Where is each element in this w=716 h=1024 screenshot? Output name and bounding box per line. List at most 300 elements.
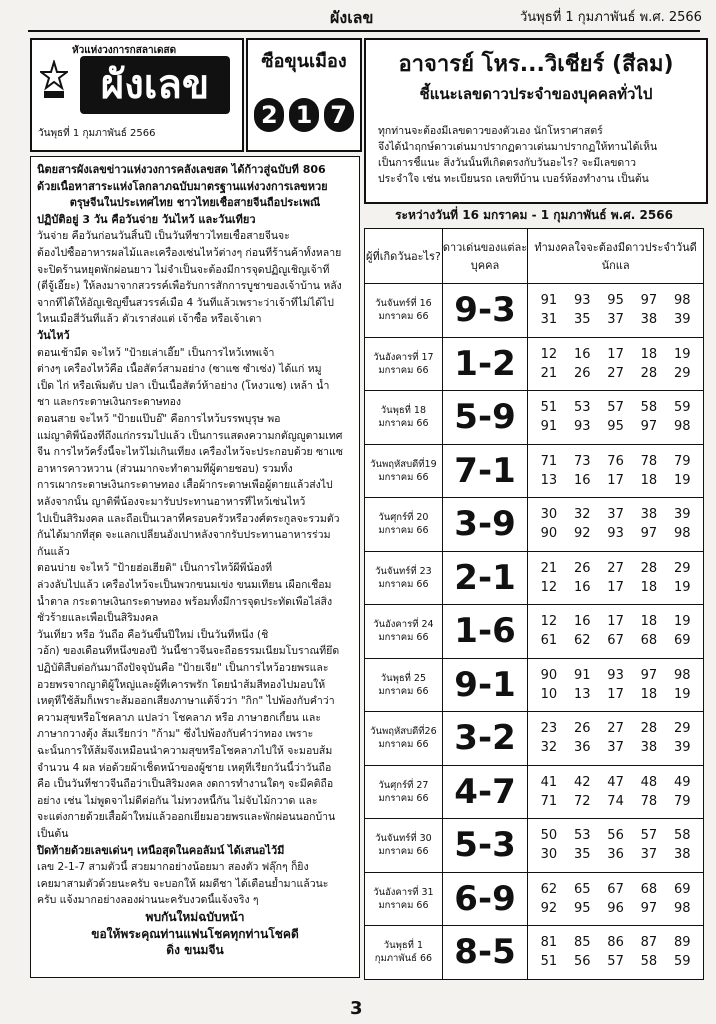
lucky-number: 39 <box>673 740 691 756</box>
lucky-number: 16 <box>573 614 591 630</box>
article-line: อวยพรจากญาติผู้ใหญ่และผู้ที่เคารพรัก โดยนำส้มสีทองไปมอบให้ <box>37 678 326 691</box>
lucky-number: 42 <box>573 774 591 790</box>
lucky-number: 38 <box>673 847 691 863</box>
lucky-number: 92 <box>540 900 558 916</box>
lucky-numbers-row <box>528 880 703 899</box>
lucky-number: 78 <box>640 453 658 469</box>
lucky-number: 93 <box>607 667 624 683</box>
table-row <box>365 284 704 338</box>
lucky-numbers-row <box>528 310 703 329</box>
lucky-number: 91 <box>540 293 558 309</box>
lucky-numbers-row <box>528 845 703 864</box>
lucky-numbers-row <box>528 417 703 436</box>
astrologer-desc-line: จึงได้นำฤกษ์ดาวเด่นมาปรากฏดาวเด่นมาปรากฏให้ทานได้เห็น <box>378 141 658 153</box>
astrologer-box <box>364 38 708 204</box>
lucky-number: 16 <box>573 346 591 362</box>
birth-day-cell <box>365 605 443 659</box>
article-body <box>30 156 360 978</box>
birth-month: มกราคม 66 <box>378 525 429 537</box>
lucky-numbers-row <box>528 631 703 650</box>
article-line: ขอให้พระคุณท่านแฟนโชคทุกท่านโชคดี <box>91 926 299 941</box>
badge-digits <box>252 98 356 140</box>
magazine-logo <box>30 38 244 152</box>
birth-month: มกราคม 66 <box>378 311 429 323</box>
lucky-number: 65 <box>573 881 591 897</box>
article-line: ตอนบ่าย จะไหว้ "ป้ายฮ่อเฮียติ" เป็นการไหว้ผีพี่น้องที่ <box>37 562 273 575</box>
lucky-number: 87 <box>640 935 658 951</box>
birth-day-cell <box>365 337 443 391</box>
badge-title: ซือขุนเมือง <box>261 51 347 72</box>
lucky-number: 57 <box>607 954 624 970</box>
lucky-number: 32 <box>573 507 591 523</box>
lucky-number: 67 <box>607 881 624 897</box>
table-row <box>365 498 704 552</box>
article-line: ตอนสาย จะไหว้ "ป้ายแป๊บอ๊" คือการไหว้บรรพบุรุษ พอ <box>37 413 281 425</box>
lucky-number: 69 <box>673 633 691 649</box>
birth-day-cell <box>365 872 443 926</box>
lucky-number: 30 <box>540 507 558 523</box>
lucky-number: 16 <box>573 472 591 488</box>
lucky-number: 53 <box>573 400 591 416</box>
astrologer-title: อาจารย์ โหร...วิเชียร์ (สีลม) <box>398 52 674 77</box>
lucky-number: 28 <box>640 365 658 381</box>
birth-month: มกราคม 66 <box>378 899 429 911</box>
article-line: จะแต่งกายด้วยเสื้อผ้าใหม่แล้วออกเยี่ยมอวยพรและพักผ่อนนอกบ้าน <box>37 811 336 824</box>
lucky-number: 26 <box>573 365 591 381</box>
article-line: ดิ่ง ขนมจีน <box>166 943 224 958</box>
article-line: ไหนเมื่อสี่วันที่แล้ว ตัวเราส่งแต่ เจ้าซื้อ หรือเจ้าเตา <box>37 313 262 326</box>
lucky-number: 19 <box>673 579 691 595</box>
lucky-numbers-cell <box>528 926 704 980</box>
article-line: เป็นต้น <box>37 828 69 840</box>
table-row <box>365 337 704 391</box>
lucky-number: 19 <box>673 686 691 702</box>
birth-month: มกราคม 66 <box>378 578 429 590</box>
lucky-number: 30 <box>540 847 558 863</box>
lucky-number: 78 <box>640 793 658 809</box>
lucky-number: 86 <box>607 935 624 951</box>
lucky-numbers-row <box>528 578 703 597</box>
table-row <box>365 551 704 605</box>
birth-day-cell <box>365 819 443 873</box>
lucky-number: 38 <box>640 507 658 523</box>
star-pair: 9-1 <box>442 658 527 712</box>
lucky-number: 90 <box>540 526 558 542</box>
star-pair: 4-7 <box>442 765 527 819</box>
lucky-number: 31 <box>540 312 558 328</box>
lucky-numbers-row <box>528 719 703 738</box>
birth-day-cell <box>365 498 443 552</box>
badge-digit: 1 <box>289 98 319 132</box>
article-line: อาหารคาวหวาน (ส่วนมากจะทำตามที่ผู้ตายชอบ) รวมทั้ง <box>37 462 293 475</box>
birth-day: วันศุกร์ที่ 20 <box>378 512 429 524</box>
birth-day: วันอังคารที่ 31 <box>373 886 434 898</box>
lucky-number: 69 <box>673 881 691 897</box>
lucky-numbers-cell <box>528 765 704 819</box>
lucky-number: 12 <box>540 346 558 362</box>
star-pair: 5-9 <box>442 391 527 445</box>
article-line: ฉะนั้นการให้ส้มจึงเหมือนนำความสุขหรือโชคลาภไปให้ จะมอบส้ม <box>37 745 333 757</box>
lucky-number: 27 <box>607 560 624 576</box>
lucky-number: 76 <box>607 453 624 469</box>
lucky-number: 27 <box>607 721 624 737</box>
header-date: วันพุธที่ 1 กุมภาพันธ์ พ.ศ. 2566 <box>520 10 702 25</box>
lucky-number: 23 <box>540 721 558 737</box>
lucky-number: 10 <box>540 686 558 702</box>
lucky-number: 17 <box>607 346 624 362</box>
lucky-numbers-cell <box>528 819 704 873</box>
star-pair: 3-9 <box>442 498 527 552</box>
birth-day-cell <box>365 658 443 712</box>
lucky-number: 56 <box>607 828 624 844</box>
star-pair: 5-3 <box>442 819 527 873</box>
lucky-number: 95 <box>573 900 591 916</box>
article-line: อย่าง เช่น ไม่พูดจาไม่ดีต่อกัน ไม่ทวงหนี้กัน ไม่จับไม้กวาด และ <box>37 794 318 807</box>
lucky-number: 21 <box>540 365 558 381</box>
article-line: เป็ด ไก่ หรือเพิ่มตับ ปลา เป็นเนื้อสัตว์ห้าอย่าง (โหงวแซ) เหล้า น้ำ <box>37 379 330 392</box>
page-number: 3 <box>350 998 363 1019</box>
birth-day: วันพุธที่ 1 <box>383 940 424 952</box>
lucky-number: 93 <box>607 526 624 542</box>
lucky-number: 59 <box>673 400 691 416</box>
table-row <box>365 926 704 980</box>
lucky-number: 29 <box>673 365 691 381</box>
table-row <box>365 765 704 819</box>
birth-day: วันจันทร์ที่ 30 <box>375 833 432 845</box>
lucky-numbers-cell <box>528 872 704 926</box>
lucky-number: 35 <box>573 312 591 328</box>
article-line: ตรุษจีนในประเทศไทย ชาวไทยเชื้อสายจีนถือประเพณี <box>69 196 321 210</box>
star-pair: 6-9 <box>442 872 527 926</box>
lucky-number: 37 <box>607 740 624 756</box>
lucky-number: 18 <box>640 579 658 595</box>
article-line: กันได้มากที่สุด จะแลกเปลี่ยนอั่งเปาหลังจากรับประทานอาหารร่วม <box>37 529 331 542</box>
birth-month: มกราคม 66 <box>378 364 429 376</box>
article-line: ความสุขหรือโชคลาภ แปลว่า โชคลาภ หรือ ภาษาฮกเกี้ยน และ <box>37 711 322 724</box>
article-line: จากที่ได้ให้อัญเชิญขึ้นสวรรค์เมื่อ 4 วันที่แล้วเพราะว่าเจ้าที่ไม่ได้ไป <box>37 296 334 309</box>
lucky-number: 18 <box>640 472 658 488</box>
lucky-number: 95 <box>607 419 624 435</box>
birth-day: วันอังคารที่ 24 <box>373 619 434 631</box>
lucky-number: 48 <box>640 774 658 790</box>
lucky-numbers-row <box>528 685 703 704</box>
birth-day-cell <box>365 551 443 605</box>
lucky-numbers-cell <box>528 337 704 391</box>
birth-day: วันพุธที่ 25 <box>380 672 427 684</box>
birth-month: มกราคม 66 <box>378 792 429 804</box>
lucky-number: 18 <box>640 686 658 702</box>
header-star: ดาวเด่นของแต่ละบุคคล <box>442 229 527 284</box>
article-line: เลข 2-1-7 สามตัวนี้ สวยมากอย่างน้อยมา สองตัว ฟลุ๊กๆ ก็ยิง <box>37 861 309 874</box>
lucky-number: 51 <box>540 400 558 416</box>
lucky-number: 58 <box>673 828 691 844</box>
birth-day: วันจันทร์ที่ 23 <box>375 565 432 577</box>
article-line: กันแล้ว <box>37 545 70 558</box>
lucky-numbers-cell <box>528 391 704 445</box>
date-range: ระหว่างวันที่ 16 มกราคม - 1 กุมภาพันธ์ พ.ศ. 2566 <box>395 208 673 222</box>
lucky-number: 98 <box>673 667 691 683</box>
lucky-number: 28 <box>640 721 658 737</box>
table-row <box>365 605 704 659</box>
lucky-number: 35 <box>573 847 591 863</box>
header-birthday: ผู้ที่เกิดวันอะไร? <box>365 229 443 284</box>
article-line: นิตยสารผังเลขข่าวแห่งวงการคลังเลขสด ได้ก้าวสู่ฉบับที่ 806 <box>37 163 326 176</box>
logo-name: ผังเลข <box>80 56 230 114</box>
lucky-number: 19 <box>673 346 691 362</box>
birth-day: วันศุกร์ที่ 27 <box>378 779 429 791</box>
lucky-numbers-cell <box>528 498 704 552</box>
lucky-number: 93 <box>573 293 591 309</box>
lucky-number: 32 <box>540 740 558 756</box>
article-line: (ตี่จู้เอี๊ยะ) ให้ลงมาจากสวรรค์เพื่อรับการสักการบูชาของเจ้าบ้าน หลัง <box>37 280 342 293</box>
article-line: หลังจากนั้น ญาติพี่น้องจะมารับประทานอาหารที่ไหว้เซ่นไหว้ <box>37 496 306 508</box>
lucky-number: 53 <box>573 828 591 844</box>
lucky-numbers-row <box>528 952 703 971</box>
lucky-number: 18 <box>640 346 658 362</box>
lucky-numbers-row <box>528 345 703 364</box>
article-line: ชั่วร้ายและเพื่อเป็นสิริมงคล <box>37 612 159 625</box>
star-pair: 2-1 <box>442 551 527 605</box>
lucky-number: 18 <box>640 614 658 630</box>
page-header <box>0 0 716 34</box>
lucky-number: 37 <box>607 507 624 523</box>
article-line: เหตุที่ใช้ส้มก็เพราะส้มออกเสียงภาษาแต้จิ๋วว่า "กิก" ไปพ้องกับคำว่า <box>37 695 335 708</box>
birth-day: วันจันทร์ที่ 16 <box>375 298 432 310</box>
article-line: ด้วยเนื้อหาสาระแห่งโลกลาภฉบับมาตรฐานแห่งวงการเลขหวย <box>37 179 328 193</box>
lucky-number: 29 <box>673 721 691 737</box>
lucky-numbers-row <box>528 826 703 845</box>
birth-day-cell <box>365 712 443 766</box>
birth-month: มกราคม 66 <box>378 471 429 483</box>
article-line: ปฏิบัติสืบต่อกันมาถึงปัจจุบันคือ "ป้ายเจีย" เป็นการไหว้อวยพรและ <box>37 662 329 674</box>
lucky-number: 89 <box>673 935 691 951</box>
lucky-number: 38 <box>640 312 658 328</box>
lucky-number: 98 <box>673 419 691 435</box>
article-line: คือ เป็นวันที่ชาวจีนถือว่าเป็นสิริมงคล งดการทำงานใดๆ จะมีคติถือ <box>37 778 334 791</box>
lucky-badge <box>246 38 362 152</box>
lucky-number: 97 <box>640 419 658 435</box>
lucky-number: 37 <box>640 847 658 863</box>
birth-day-cell <box>365 284 443 338</box>
article-line: น้ำตาล กระดาษเงินกระดาษทอง พร้อมทั้งมีการจุดประทัดเพื่อไล่สิ่ง <box>37 595 333 608</box>
lucky-number: 27 <box>607 365 624 381</box>
lucky-number: 90 <box>540 667 558 683</box>
lucky-number: 96 <box>607 900 624 916</box>
birth-day-cell <box>365 765 443 819</box>
lucky-number: 72 <box>573 793 591 809</box>
star-pair: 3-2 <box>442 712 527 766</box>
lucky-number: 68 <box>640 633 658 649</box>
table-row <box>365 658 704 712</box>
logo-date: วันพุธที่ 1 กุมภาพันธ์ 2566 <box>38 128 156 139</box>
birth-day: วันพุธที่ 18 <box>380 405 427 417</box>
article-line: ภาษากวางตุ้ง ส้มเรียกว่า "ก้าม" ซึ่งไปพ้องกับคำว่าทอง เพราะ <box>37 728 314 741</box>
star-pair: 1-6 <box>442 605 527 659</box>
lucky-numbers-row <box>528 524 703 543</box>
star-pair: 8-5 <box>442 926 527 980</box>
star-pair: 7-1 <box>442 444 527 498</box>
lucky-number: 98 <box>673 526 691 542</box>
lucky-number: 17 <box>607 472 624 488</box>
table-header-row <box>365 229 704 284</box>
lucky-numbers-row <box>528 612 703 631</box>
article-line: ปฏิบัติอยู่ 3 วัน คือวันจ่าย วันไหว้ และวันเที่ยว <box>37 212 256 226</box>
lucky-number: 97 <box>640 900 658 916</box>
lucky-numbers-row <box>528 899 703 918</box>
lucky-numbers-row <box>528 792 703 811</box>
lucky-number: 36 <box>573 740 591 756</box>
birth-day: วันอังคารที่ 17 <box>373 351 434 363</box>
birth-month: มกราคม 66 <box>378 685 429 697</box>
birth-day-cell <box>365 391 443 445</box>
lucky-number: 74 <box>607 793 624 809</box>
lucky-number: 97 <box>640 526 658 542</box>
lucky-numbers-row <box>528 471 703 490</box>
birth-day-cell <box>365 926 443 980</box>
birth-month: มกราคม 66 <box>378 632 429 644</box>
lucky-number: 56 <box>573 954 591 970</box>
astrologer-subtitle: ชี้แนะเลขดาวประจำของบุคคลทั่วไป <box>419 85 653 103</box>
lucky-number: 92 <box>573 526 591 542</box>
article-line: ชา และกระดาษเงินกระดาษทอง <box>37 396 181 409</box>
lucky-number: 47 <box>607 774 624 790</box>
lucky-number: 98 <box>673 293 691 309</box>
lucky-number: 73 <box>573 453 591 469</box>
lucky-number: 13 <box>573 686 591 702</box>
article-line: จำนวน 4 ผล ห่อด้วยผ้าเช็ดหน้าของผู้ชาย เหตุที่เรียกวันนี้ว่าวันถือ <box>37 761 332 774</box>
lucky-number: 62 <box>573 633 591 649</box>
lucky-number: 41 <box>540 774 558 790</box>
lucky-number: 37 <box>607 312 624 328</box>
lucky-number: 50 <box>540 828 558 844</box>
lucky-number: 17 <box>607 579 624 595</box>
lucky-number: 61 <box>540 633 558 649</box>
lucky-number: 59 <box>673 954 691 970</box>
lucky-numbers-row <box>528 505 703 524</box>
article-line: วันไหว้ <box>37 329 70 342</box>
lucky-numbers-cell <box>528 658 704 712</box>
article-line: วันเที่ยว หรือ วันถือ คือวันขึ้นปีใหม่ เป็นวันที่หนึ่ง (ชิ <box>37 628 269 641</box>
article-line: จีน การไหว้ครั้งนี้จะไหว้ไม่เกินเที่ยง เครื่องไหว้จะประกอบด้วย ซาแซ <box>37 446 343 459</box>
lucky-number: 57 <box>607 400 624 416</box>
birth-month: กุมภาพันธ์ 66 <box>374 953 433 965</box>
article-line: ปิดท้ายด้วยเลขเด่นๆ เหนือสุดในคอลัมน์ ได้เสนอไว้มี <box>37 843 285 857</box>
lucky-number: 19 <box>673 472 691 488</box>
lucky-number: 57 <box>640 828 658 844</box>
lucky-number: 85 <box>573 935 591 951</box>
logo-caption: หัวแห่งวงการกสลาเดสด <box>72 45 177 56</box>
star-number-table <box>364 228 704 980</box>
article-line: จะปิดร้านหยุดพักผ่อนยาว ไม่จำเป็นจะต้องมีการจุดปฏิญูเชิญเจ้าที่ <box>37 263 330 276</box>
lucky-number: 58 <box>640 954 658 970</box>
lucky-number: 13 <box>540 472 558 488</box>
article-line: ล่วงลับไปแล้ว เครื่องไหว้จะเป็นพวกขนมเข่ง ขนมเทียน เผือกเชื่อม <box>37 579 332 591</box>
lucky-numbers-cell <box>528 284 704 338</box>
header-brand: ผังเลข <box>330 8 374 27</box>
article-line: ไปเป็นสิริมงคล และถือเป็นเวลาที่ครอบครัวหรือวงศ์ตระกูลจะรวมตัว <box>37 512 340 525</box>
lucky-number: 97 <box>640 667 658 683</box>
lucky-number: 36 <box>607 847 624 863</box>
article-line: ต้องไปซื้ออาหารผลไม้และเครื่องเซ่นไหว้ต่างๆ ก่อนที่ร้านค้าทั้งหลาย <box>37 247 342 259</box>
lucky-numbers-cell <box>528 551 704 605</box>
article-line: แม่ญาติพี่น้องที่ถึงแก่กรรมไปแล้ว เป็นการแสดงความกตัญญูตามเทศ <box>37 429 343 442</box>
lucky-number: 28 <box>640 560 658 576</box>
table-row <box>365 872 704 926</box>
lucky-numbers-row <box>528 559 703 578</box>
lucky-numbers-row <box>528 933 703 952</box>
lucky-number: 79 <box>673 453 691 469</box>
article-line: ครับ แจ้งมากอย่างลองผ่านนะครับงวดนี้แจ้งจริง ๆ <box>37 894 259 907</box>
lucky-number: 17 <box>607 686 624 702</box>
lucky-number: 49 <box>673 774 691 790</box>
lucky-numbers-cell <box>528 444 704 498</box>
lucky-number: 67 <box>607 633 624 649</box>
article-line: การเผากระดาษเงินกระดาษทอง เสื้อผ้ากระดาษเพื่อผู้ตายแล้วส่งไป <box>37 479 333 492</box>
lucky-number: 71 <box>540 793 558 809</box>
birth-day-cell <box>365 444 443 498</box>
lucky-numbers-cell <box>528 605 704 659</box>
lucky-number: 26 <box>573 560 591 576</box>
lucky-number: 16 <box>573 579 591 595</box>
lucky-number: 38 <box>640 740 658 756</box>
lucky-number: 97 <box>640 293 658 309</box>
birth-month: มกราคม 66 <box>378 418 429 430</box>
astrologer-desc-line: เป็นการชี้แนะ สิ่งวันนั้นที่เกิดตรงกับวันอะไร? จะมีเลขดาว <box>378 157 637 169</box>
header-rule <box>28 30 700 32</box>
birth-month: มกราคม 66 <box>378 846 429 858</box>
lucky-number: 91 <box>573 667 591 683</box>
table-row <box>365 444 704 498</box>
table-row <box>365 712 704 766</box>
lucky-number: 81 <box>540 935 558 951</box>
lucky-number: 39 <box>673 312 691 328</box>
lucky-numbers-cell <box>528 712 704 766</box>
right-column <box>364 38 704 983</box>
lucky-number: 17 <box>607 614 624 630</box>
astrologer-desc-line: ทุกท่านจะต้องมีเลขดาวของตัวเอง นักโหราศาสตร์ <box>378 125 603 137</box>
lucky-number: 79 <box>673 793 691 809</box>
birth-month: มกราคม 66 <box>378 739 429 751</box>
article-line: ตอนเช้ามืด จะไหว้ "ป้ายเล่าเอี๊ย" เป็นการไหว้เทพเจ้า <box>37 346 275 359</box>
lucky-numbers-row <box>528 773 703 792</box>
left-column <box>30 38 358 983</box>
badge-digit: 7 <box>324 98 354 132</box>
lucky-number: 39 <box>673 507 691 523</box>
lucky-numbers-row <box>528 398 703 417</box>
star-emblem-icon <box>40 60 68 100</box>
article-line: เคยมาสามตัวด้วยนะครับ จะบอกให้ ผมดีชา ได้เตือนย้ำมาแล้วนะ <box>37 877 329 890</box>
article-line: วันจ่าย คือวันก่อนวันสิ้นปี เป็นวันที่ชาวไทยเชื้อสายจีนจะ <box>37 230 290 243</box>
lucky-number: 26 <box>573 721 591 737</box>
birth-day: วันพฤหัสบดีที่19 <box>370 458 437 470</box>
lucky-number: 12 <box>540 579 558 595</box>
header-numbers: ทำมงคลใจจะต้องมีดาวประจำวันดีนักแล <box>528 229 704 284</box>
lucky-number: 98 <box>673 900 691 916</box>
lucky-numbers-row <box>528 364 703 383</box>
lucky-numbers-row <box>528 666 703 685</box>
lucky-number: 19 <box>673 614 691 630</box>
table-row <box>365 391 704 445</box>
article-line: ต่างๆ เครื่องไหว้คือ เนื้อสัตว์สามอย่าง (ซาแซ ซำเซ่ง) ได้แก่ หมู <box>37 363 322 376</box>
lucky-numbers-row <box>528 452 703 471</box>
star-pair: 9-3 <box>442 284 527 338</box>
lucky-number: 93 <box>573 419 591 435</box>
lucky-number: 71 <box>540 453 558 469</box>
table-row <box>365 819 704 873</box>
lucky-number: 51 <box>540 954 558 970</box>
astrologer-desc-line: ประจำใจ เช่น ทะเบียนรถ เลขที่บ้าน เบอร์ห้องทำงาน เป็นต้น <box>378 173 649 185</box>
birth-day: วันพฤหัสบดีที่26 <box>370 726 437 738</box>
